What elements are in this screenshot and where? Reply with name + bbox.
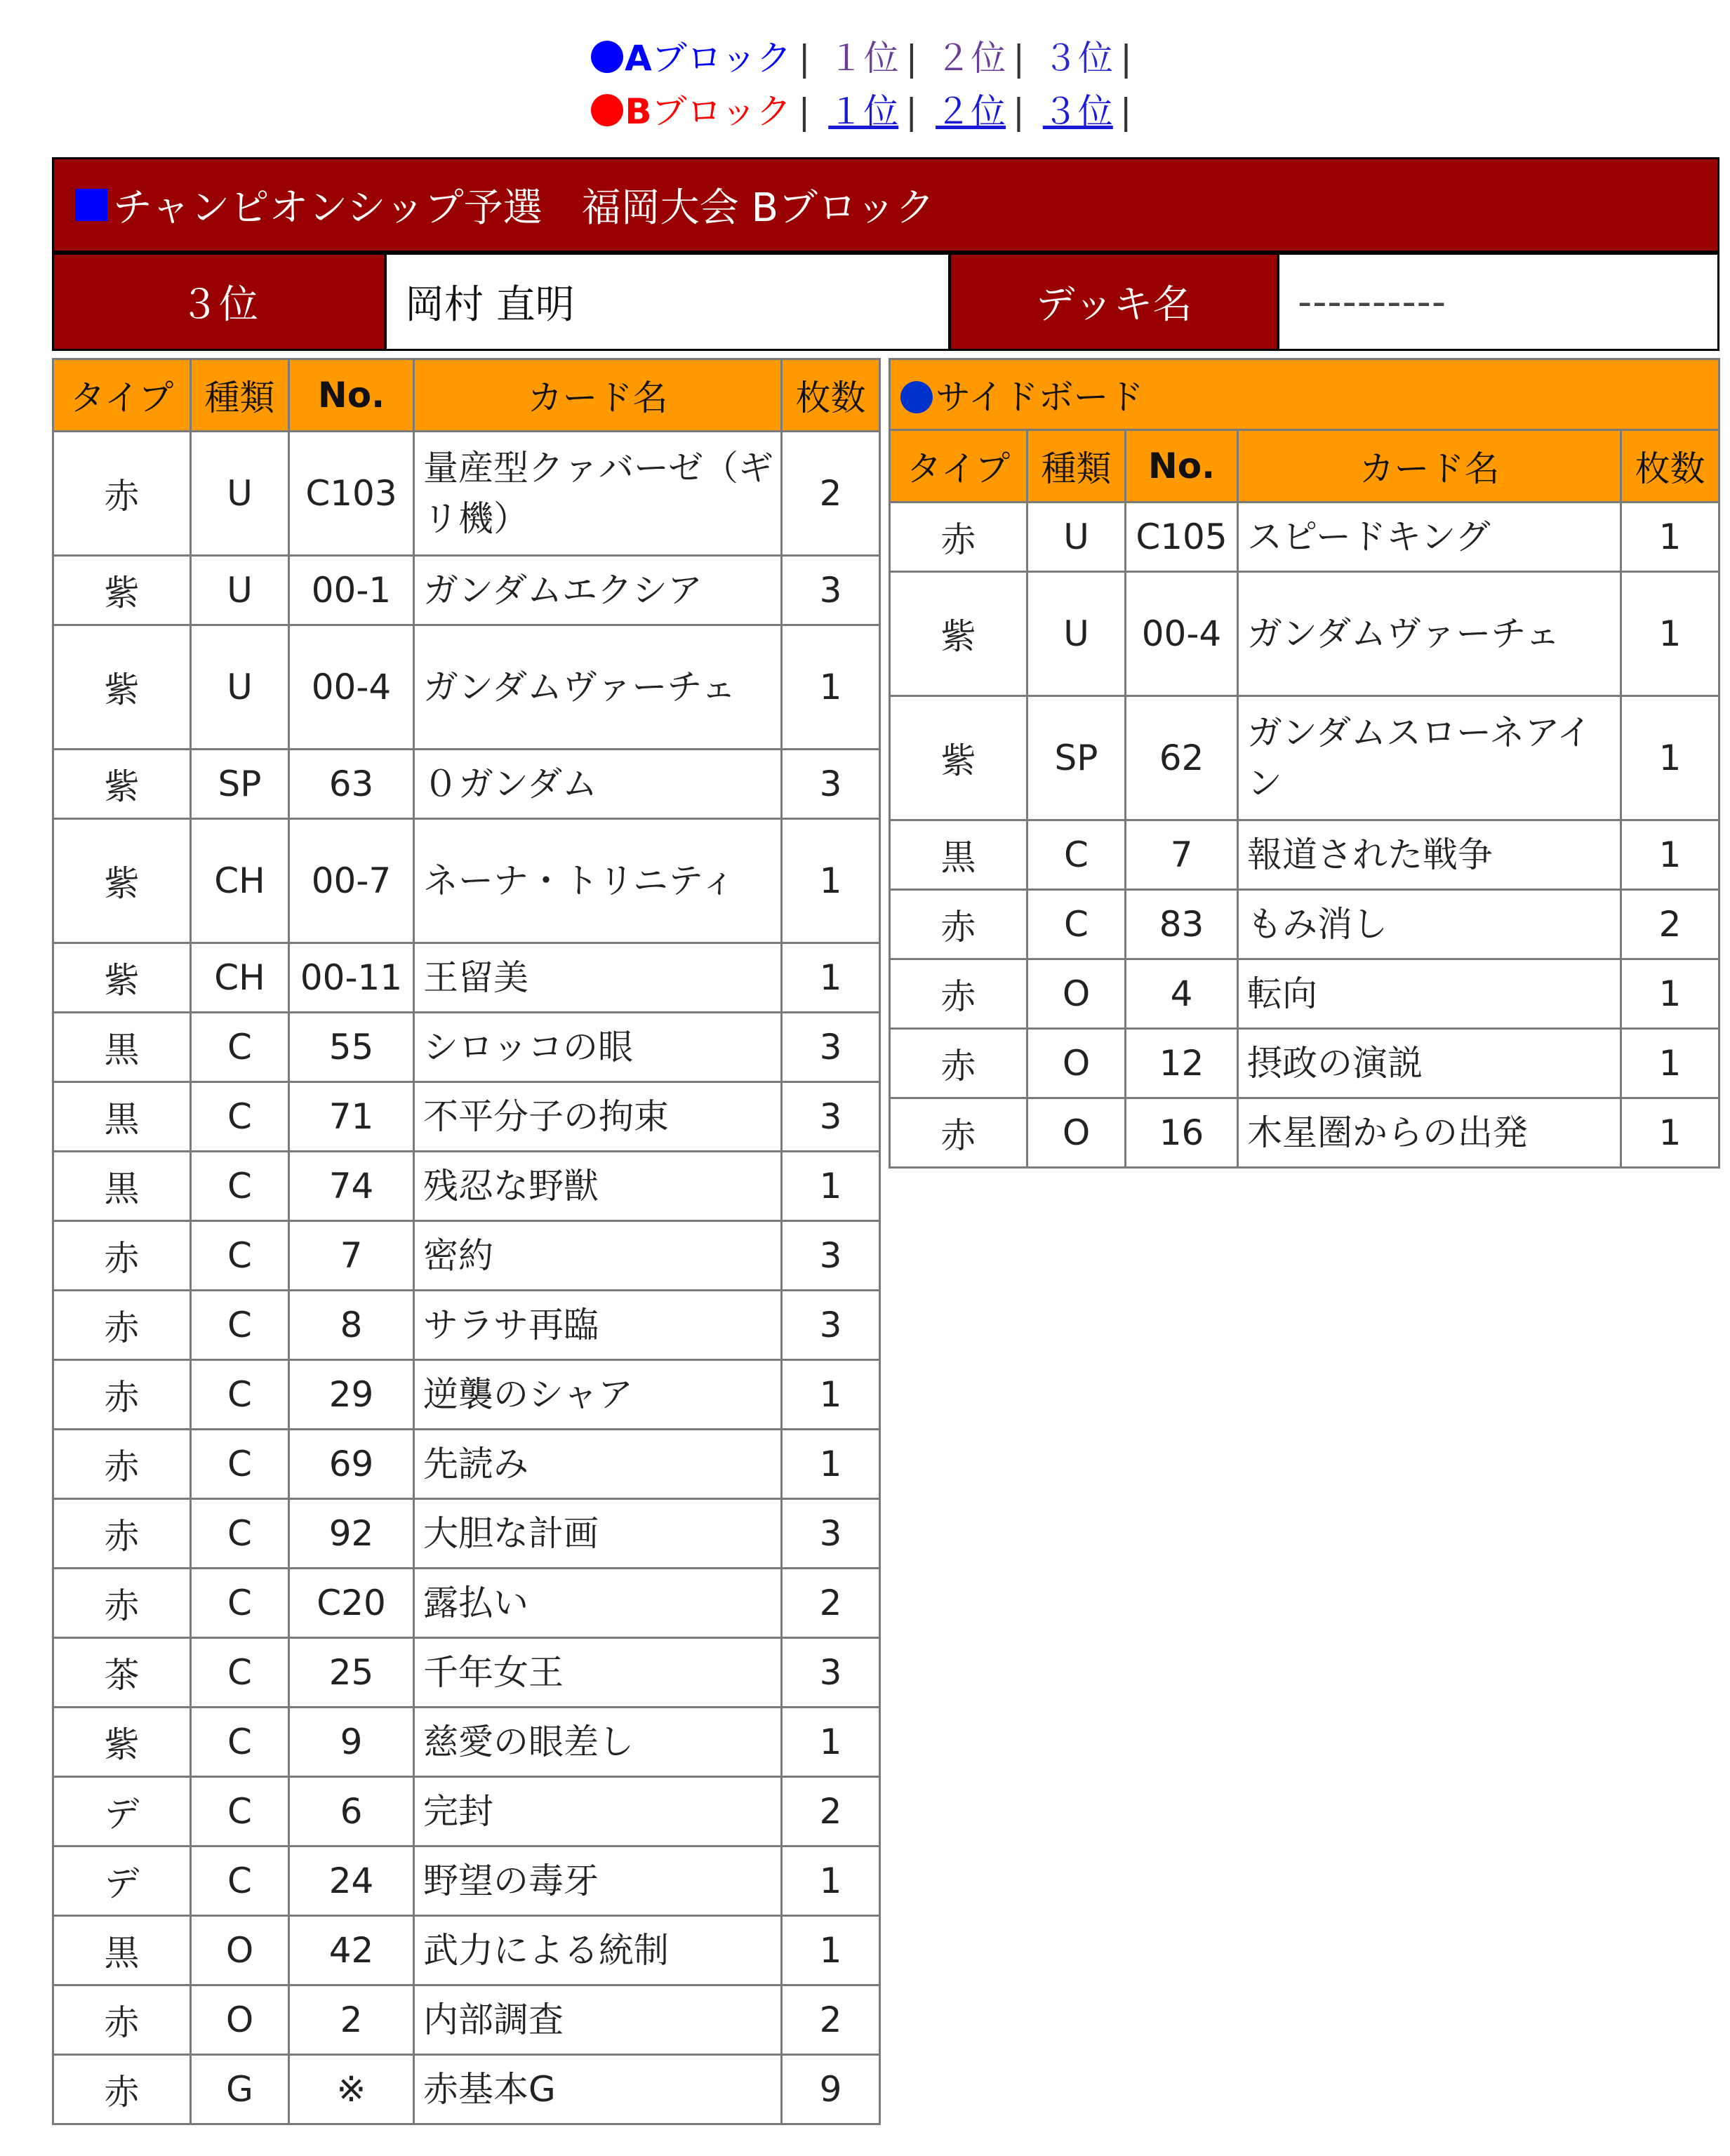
table-row <box>53 1499 880 1569</box>
card-count: 2 <box>1621 890 1719 959</box>
card-type: 赤 <box>53 1569 191 1638</box>
card-name: スピードキング <box>1238 503 1621 572</box>
separator: | <box>905 91 918 132</box>
card-number: 55 <box>289 1013 414 1082</box>
card-number: 69 <box>289 1430 414 1499</box>
card-kind: O <box>1027 1098 1126 1168</box>
card-name: 不平分子の拘束 <box>414 1082 782 1152</box>
card-name: ガンダムエクシア <box>414 556 782 625</box>
separator: | <box>905 38 918 79</box>
card-number: 29 <box>289 1360 414 1430</box>
blue-circle-icon <box>900 381 933 413</box>
card-type: 赤 <box>890 1098 1027 1168</box>
card-kind: C <box>191 1499 289 1569</box>
card-name: ガンダムヴァーチェ <box>414 625 782 750</box>
card-type: 赤 <box>53 1221 191 1291</box>
card-type: 紫 <box>53 750 191 819</box>
table-row <box>53 750 880 819</box>
card-number: 24 <box>289 1846 414 1916</box>
card-kind: C <box>1027 820 1126 890</box>
column-header-count: 枚数 <box>1621 430 1719 503</box>
b-block-label: Bブロック <box>591 91 791 132</box>
card-count: 1 <box>782 1916 880 1985</box>
column-header-no: No. <box>289 359 414 432</box>
card-kind: U <box>191 432 289 556</box>
column-header-kind: 種類 <box>1027 430 1126 503</box>
card-count: 1 <box>1621 503 1719 572</box>
card-type: 紫 <box>53 625 191 750</box>
card-type: 赤 <box>890 503 1027 572</box>
card-number: 71 <box>289 1082 414 1152</box>
card-type: 紫 <box>53 1708 191 1777</box>
card-count: 9 <box>782 2055 880 2124</box>
table-row <box>53 1777 880 1846</box>
card-number: 83 <box>1126 890 1238 959</box>
card-type: 茶 <box>53 1638 191 1708</box>
card-number: 4 <box>1126 959 1238 1029</box>
card-kind: C <box>1027 890 1126 959</box>
card-name: ０ガンダム <box>414 750 782 819</box>
card-count: 1 <box>1621 1098 1719 1168</box>
card-count: 3 <box>782 1499 880 1569</box>
card-count: 1 <box>782 625 880 750</box>
card-type: 黒 <box>53 1916 191 1985</box>
separator: | <box>1120 38 1132 79</box>
card-count: 1 <box>782 819 880 943</box>
table-row <box>53 1291 880 1360</box>
card-number: 7 <box>289 1221 414 1291</box>
player-info-row <box>54 255 1717 349</box>
card-type: 赤 <box>53 1360 191 1430</box>
separator: | <box>1119 91 1132 132</box>
table-row <box>53 1846 880 1916</box>
card-type: デ <box>53 1777 191 1846</box>
card-count: 2 <box>782 432 880 556</box>
card-name: ガンダムヴァーチェ <box>1238 572 1621 696</box>
card-kind: C <box>191 1082 289 1152</box>
card-kind: SP <box>1027 696 1126 820</box>
card-number: 7 <box>1126 820 1238 890</box>
card-name: 先読み <box>414 1430 782 1499</box>
card-name: 報道された戦争 <box>1238 820 1621 890</box>
card-kind: C <box>191 1569 289 1638</box>
card-name: 転向 <box>1238 959 1621 1029</box>
sideboard-table <box>889 358 1720 1169</box>
table-row <box>53 1152 880 1221</box>
a-block-label: Aブロック <box>591 38 792 79</box>
card-kind: C <box>191 1291 289 1360</box>
card-number: 6 <box>289 1777 414 1846</box>
card-number: C105 <box>1126 503 1238 572</box>
card-kind: C <box>191 1777 289 1846</box>
card-type: 紫 <box>53 556 191 625</box>
table-row <box>53 943 880 1013</box>
a-block-nav <box>0 34 1730 83</box>
table-row <box>53 1916 880 1985</box>
card-kind: O <box>1027 1029 1126 1098</box>
table-row <box>890 1029 1719 1098</box>
red-circle-icon <box>591 94 623 126</box>
column-header-count: 枚数 <box>782 359 880 432</box>
table-row <box>890 890 1719 959</box>
b-block-nav <box>0 87 1730 136</box>
card-kind: C <box>191 1708 289 1777</box>
card-kind: C <box>191 1360 289 1430</box>
card-count: 3 <box>782 1638 880 1708</box>
column-header-card-name: カード名 <box>414 359 782 432</box>
main-deck-table <box>52 358 881 2125</box>
card-type: 紫 <box>890 696 1027 820</box>
card-type: 赤 <box>53 1499 191 1569</box>
card-type: 紫 <box>890 572 1027 696</box>
card-name: 野望の毒牙 <box>414 1846 782 1916</box>
card-count: 3 <box>782 1221 880 1291</box>
card-type: 赤 <box>53 2055 191 2124</box>
card-type: 赤 <box>890 959 1027 1029</box>
card-number: ※ <box>289 2055 414 2124</box>
card-name: 残忍な野獣 <box>414 1152 782 1221</box>
card-name: 赤基本G <box>414 2055 782 2124</box>
table-row <box>53 1569 880 1638</box>
card-kind: C <box>191 1013 289 1082</box>
deck-header <box>52 157 1719 351</box>
card-type: 赤 <box>53 1291 191 1360</box>
table-row <box>53 625 880 750</box>
card-name: 摂政の演説 <box>1238 1029 1621 1098</box>
table-row <box>53 1360 880 1430</box>
card-number: 9 <box>289 1708 414 1777</box>
card-count: 1 <box>782 1846 880 1916</box>
column-header-type: タイプ <box>53 359 191 432</box>
card-kind: O <box>191 1916 289 1985</box>
card-type: 黒 <box>53 1013 191 1082</box>
card-count: 1 <box>782 1708 880 1777</box>
a-block-rank-2-link[interactable]: ２位 <box>936 38 1006 79</box>
table-row <box>890 503 1719 572</box>
card-name: サラサ再臨 <box>414 1291 782 1360</box>
column-header-no: No. <box>1126 430 1238 503</box>
card-kind: C <box>191 1221 289 1291</box>
card-kind: O <box>191 1985 289 2055</box>
table-row <box>890 696 1719 820</box>
card-kind: U <box>1027 503 1126 572</box>
player-name: 岡村 直明 <box>384 255 951 349</box>
card-count: 1 <box>782 1360 880 1430</box>
card-type: 黒 <box>890 820 1027 890</box>
card-name: 完封 <box>414 1777 782 1846</box>
column-header-card-name: カード名 <box>1238 430 1621 503</box>
card-number: 8 <box>289 1291 414 1360</box>
card-count: 1 <box>1621 1029 1719 1098</box>
card-type: 黒 <box>53 1152 191 1221</box>
separator: | <box>798 91 811 132</box>
card-number: 63 <box>289 750 414 819</box>
card-number: 74 <box>289 1152 414 1221</box>
card-kind: CH <box>191 819 289 943</box>
table-row <box>53 556 880 625</box>
card-name: 王留美 <box>414 943 782 1013</box>
card-type: 赤 <box>890 890 1027 959</box>
card-kind: C <box>191 1430 289 1499</box>
table-row <box>53 1638 880 1708</box>
table-row <box>53 1430 880 1499</box>
card-count: 1 <box>1621 820 1719 890</box>
card-kind: SP <box>191 750 289 819</box>
card-number: C20 <box>289 1569 414 1638</box>
separator: | <box>1013 91 1025 132</box>
table-row <box>53 2055 880 2124</box>
b-block-rank-2-link[interactable]: ２位 <box>936 91 1006 132</box>
sideboard-title: サイドボード <box>890 359 1719 430</box>
card-type: 赤 <box>53 1985 191 2055</box>
card-name: 木星圏からの出発 <box>1238 1098 1621 1168</box>
table-row <box>53 1708 880 1777</box>
card-kind: U <box>191 556 289 625</box>
card-type: 赤 <box>53 1430 191 1499</box>
card-count: 3 <box>782 556 880 625</box>
card-count: 3 <box>782 750 880 819</box>
card-name: 千年女王 <box>414 1638 782 1708</box>
card-number: 25 <box>289 1638 414 1708</box>
table-header-row <box>53 359 880 432</box>
card-type: 黒 <box>53 1082 191 1152</box>
card-type: 紫 <box>53 819 191 943</box>
card-number: 16 <box>1126 1098 1238 1168</box>
card-type: 赤 <box>890 1029 1027 1098</box>
card-name: ネーナ・トリニティ <box>414 819 782 943</box>
separator: | <box>798 38 811 79</box>
card-number: 12 <box>1126 1029 1238 1098</box>
table-row <box>53 1985 880 2055</box>
card-count: 2 <box>782 1985 880 2055</box>
b-block-rank-3-link[interactable]: ３位 <box>1042 91 1113 132</box>
card-kind: U <box>1027 572 1126 696</box>
card-number: 42 <box>289 1916 414 1985</box>
card-type: デ <box>53 1846 191 1916</box>
sideboard-title-row <box>890 359 1719 430</box>
table-row <box>890 959 1719 1029</box>
card-name: シロッコの眼 <box>414 1013 782 1082</box>
card-name: 大胆な計画 <box>414 1499 782 1569</box>
card-name: 逆襲のシャア <box>414 1360 782 1430</box>
table-row <box>890 1098 1719 1168</box>
card-name: 武力による統制 <box>414 1916 782 1985</box>
card-name: 量産型クァバーゼ（ギリ機） <box>414 432 782 556</box>
column-header-type: タイプ <box>890 430 1027 503</box>
card-name: 慈愛の眼差し <box>414 1708 782 1777</box>
card-kind: U <box>191 625 289 750</box>
a-block-rank-3-link[interactable]: ３位 <box>1043 38 1114 79</box>
table-row <box>53 432 880 556</box>
card-count: 1 <box>1621 572 1719 696</box>
table-row <box>890 572 1719 696</box>
card-count: 3 <box>782 1082 880 1152</box>
b-block-rank-1-link[interactable]: １位 <box>828 91 899 132</box>
card-name: 密約 <box>414 1221 782 1291</box>
card-number: 92 <box>289 1499 414 1569</box>
card-count: 2 <box>782 1777 880 1846</box>
card-number: 00-11 <box>289 943 414 1013</box>
table-header-row <box>890 430 1719 503</box>
table-row <box>890 820 1719 890</box>
card-number: 00-7 <box>289 819 414 943</box>
card-kind: C <box>191 1638 289 1708</box>
card-number: 2 <box>289 1985 414 2055</box>
column-header-kind: 種類 <box>191 359 289 432</box>
table-row <box>53 819 880 943</box>
card-name: 露払い <box>414 1569 782 1638</box>
deck-name-value: ---------- <box>1279 255 1717 349</box>
a-block-rank-1-link[interactable]: １位 <box>828 38 899 79</box>
card-name: 内部調査 <box>414 1985 782 2055</box>
page-title: チャンピオンシップ予選 福岡大会 Bブロック <box>54 159 1717 255</box>
card-kind: G <box>191 2055 289 2124</box>
card-count: 1 <box>1621 959 1719 1029</box>
card-count: 3 <box>782 1013 880 1082</box>
card-kind: CH <box>191 943 289 1013</box>
card-number: 00-1 <box>289 556 414 625</box>
blue-square-icon <box>75 189 107 221</box>
card-count: 1 <box>782 1430 880 1499</box>
deck-name-label: デッキ名 <box>951 255 1279 349</box>
card-number: 00-4 <box>289 625 414 750</box>
rank-label: ３位 <box>54 255 384 349</box>
table-row <box>53 1082 880 1152</box>
card-type: 赤 <box>53 432 191 556</box>
card-name: もみ消し <box>1238 890 1621 959</box>
card-number: 62 <box>1126 696 1238 820</box>
card-count: 1 <box>782 943 880 1013</box>
card-number: 00-4 <box>1126 572 1238 696</box>
card-count: 1 <box>782 1152 880 1221</box>
card-number: C103 <box>289 432 414 556</box>
card-count: 2 <box>782 1569 880 1638</box>
table-row <box>53 1013 880 1082</box>
table-row <box>53 1221 880 1291</box>
card-kind: C <box>191 1152 289 1221</box>
card-count: 1 <box>1621 696 1719 820</box>
card-type: 紫 <box>53 943 191 1013</box>
card-kind: C <box>191 1846 289 1916</box>
card-count: 3 <box>782 1291 880 1360</box>
blue-circle-icon <box>591 41 623 73</box>
separator: | <box>1013 38 1025 79</box>
card-kind: O <box>1027 959 1126 1029</box>
card-name: ガンダムスローネアイン <box>1238 696 1621 820</box>
